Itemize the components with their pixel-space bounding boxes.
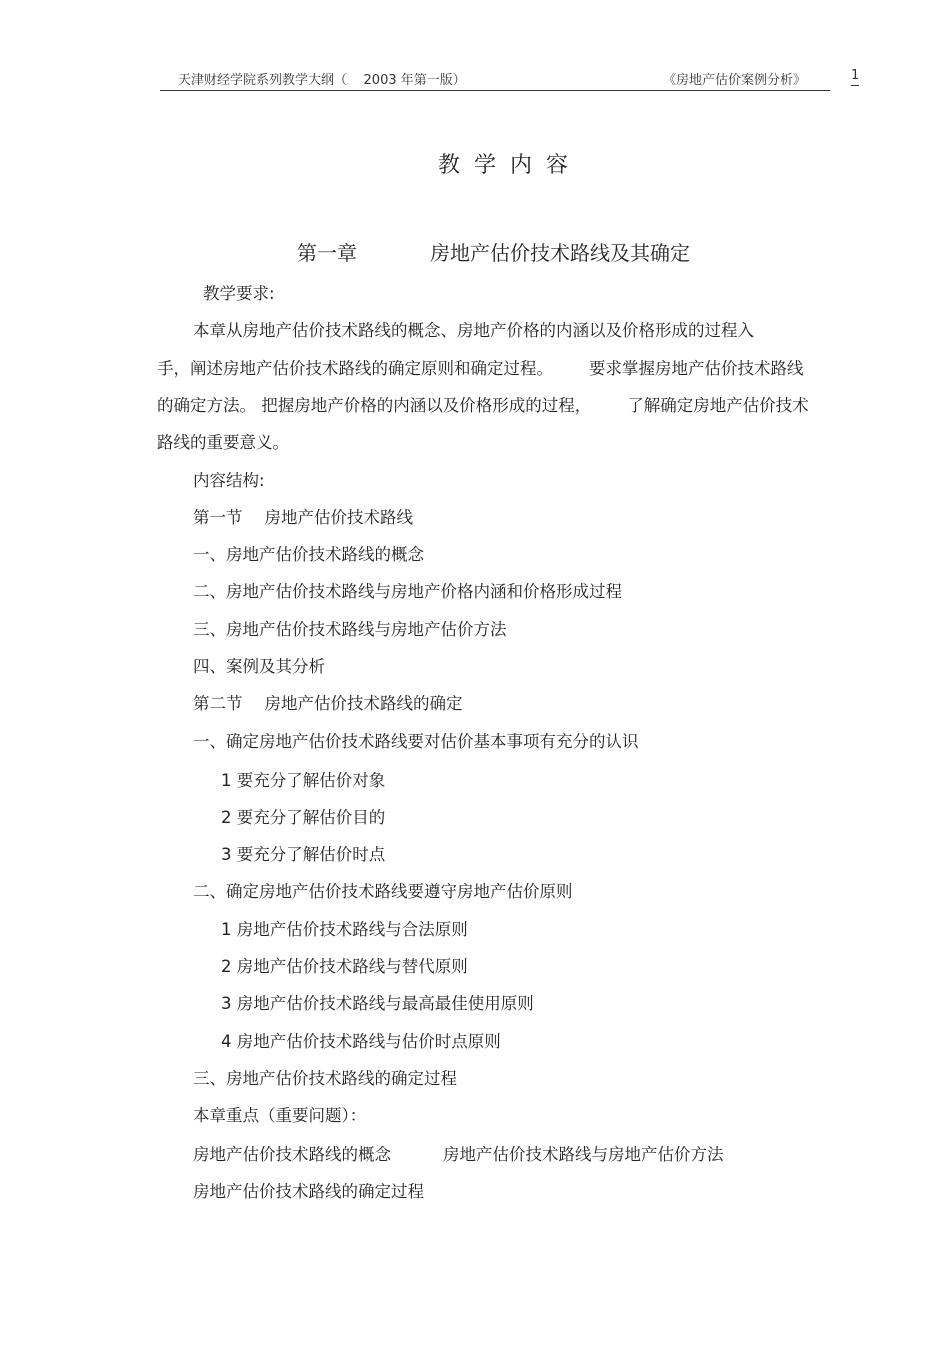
- section-2-item-1-sub: 1 要充分了解估价对象: [221, 771, 386, 790]
- key-point-item: 房地产估价技术路线的概念: [193, 1145, 391, 1164]
- requirements-para-line-3b: 了解确定房地产估价技术: [627, 396, 809, 415]
- requirements-para-line-2b: 要求掌握房地产估价技术路线: [589, 359, 804, 378]
- page-number: 1: [851, 69, 859, 86]
- section-2-item-2: 二、确定房地产估价技术路线要遵守房地产估价原则: [193, 882, 573, 901]
- header-series-title: 天津财经学院系列教学大纲（ 2003 年第一版）: [178, 73, 466, 88]
- chapter-number: 第一章: [297, 241, 357, 265]
- chapter-heading: [297, 237, 690, 266]
- section-2-title: 房地产估价技术路线的确定: [264, 694, 463, 713]
- section-2-item-1-sub: 2 要充分了解估价目的: [221, 808, 386, 827]
- section-2-item-1: 一、确定房地产估价技术路线要对估价基本事项有充分的认识: [193, 732, 639, 751]
- structure-label: 内容结构:: [193, 471, 265, 490]
- requirements-para-line-3a: 的确定方法。 把握房地产价格的内涵以及价格形成的过程，: [157, 396, 592, 415]
- requirements-para-line-2: [157, 359, 804, 379]
- page-title: 教学内容: [437, 153, 582, 178]
- section-2-number: 第二节: [193, 694, 243, 713]
- section-2-item-2-sub: 1 房地产估价技术路线与合法原则: [221, 920, 468, 939]
- section-2-item-1-sub: 3 要充分了解估价时点: [221, 845, 386, 864]
- key-points-label: 本章重点（重要问题）：: [193, 1106, 367, 1125]
- page-header: [160, 66, 830, 91]
- requirements-para-line-2a: 手，阐述房地产估价技术路线的确定原则和确定过程。: [157, 359, 553, 378]
- key-points-row-1: [193, 1145, 724, 1165]
- section-1-item: 二、房地产估价技术路线与房地产价格内涵和价格形成过程: [193, 582, 622, 601]
- section-1-item: 三、房地产估价技术路线与房地产估价方法: [193, 620, 507, 639]
- section-1-item: 一、房地产估价技术路线的概念: [193, 545, 424, 564]
- requirements-para-line-3: [157, 396, 809, 416]
- section-2-heading: [193, 694, 463, 714]
- key-point-item: 房地产估价技术路线的确定过程: [193, 1182, 424, 1201]
- section-2-item-2-sub: 3 房地产估价技术路线与最高最佳使用原则: [221, 994, 534, 1013]
- section-2-item-2-sub: 4 房地产估价技术路线与估价时点原则: [221, 1032, 501, 1051]
- section-1-number: 第一节: [193, 508, 243, 527]
- chapter-name: 房地产估价技术路线及其确定: [430, 241, 690, 265]
- key-point-item: 房地产估价技术路线与房地产估价方法: [443, 1145, 724, 1164]
- section-1-title: 房地产估价技术路线: [264, 508, 413, 527]
- requirements-label: 教学要求:: [203, 284, 275, 303]
- header-book-title: 《房地产估价案例分析》: [662, 73, 806, 88]
- section-1-heading: [193, 508, 413, 528]
- section-2-item-3: 三、房地产估价技术路线的确定过程: [193, 1069, 457, 1088]
- requirements-para-line-4: 路线的重要意义。: [157, 433, 289, 452]
- section-1-item: 四、案例及其分析: [193, 657, 325, 676]
- requirements-para-line-1: 本章从房地产估价技术路线的概念、房地产价格的内涵以及价格形成的过程入: [193, 321, 754, 340]
- section-2-item-2-sub: 2 房地产估价技术路线与替代原则: [221, 957, 468, 976]
